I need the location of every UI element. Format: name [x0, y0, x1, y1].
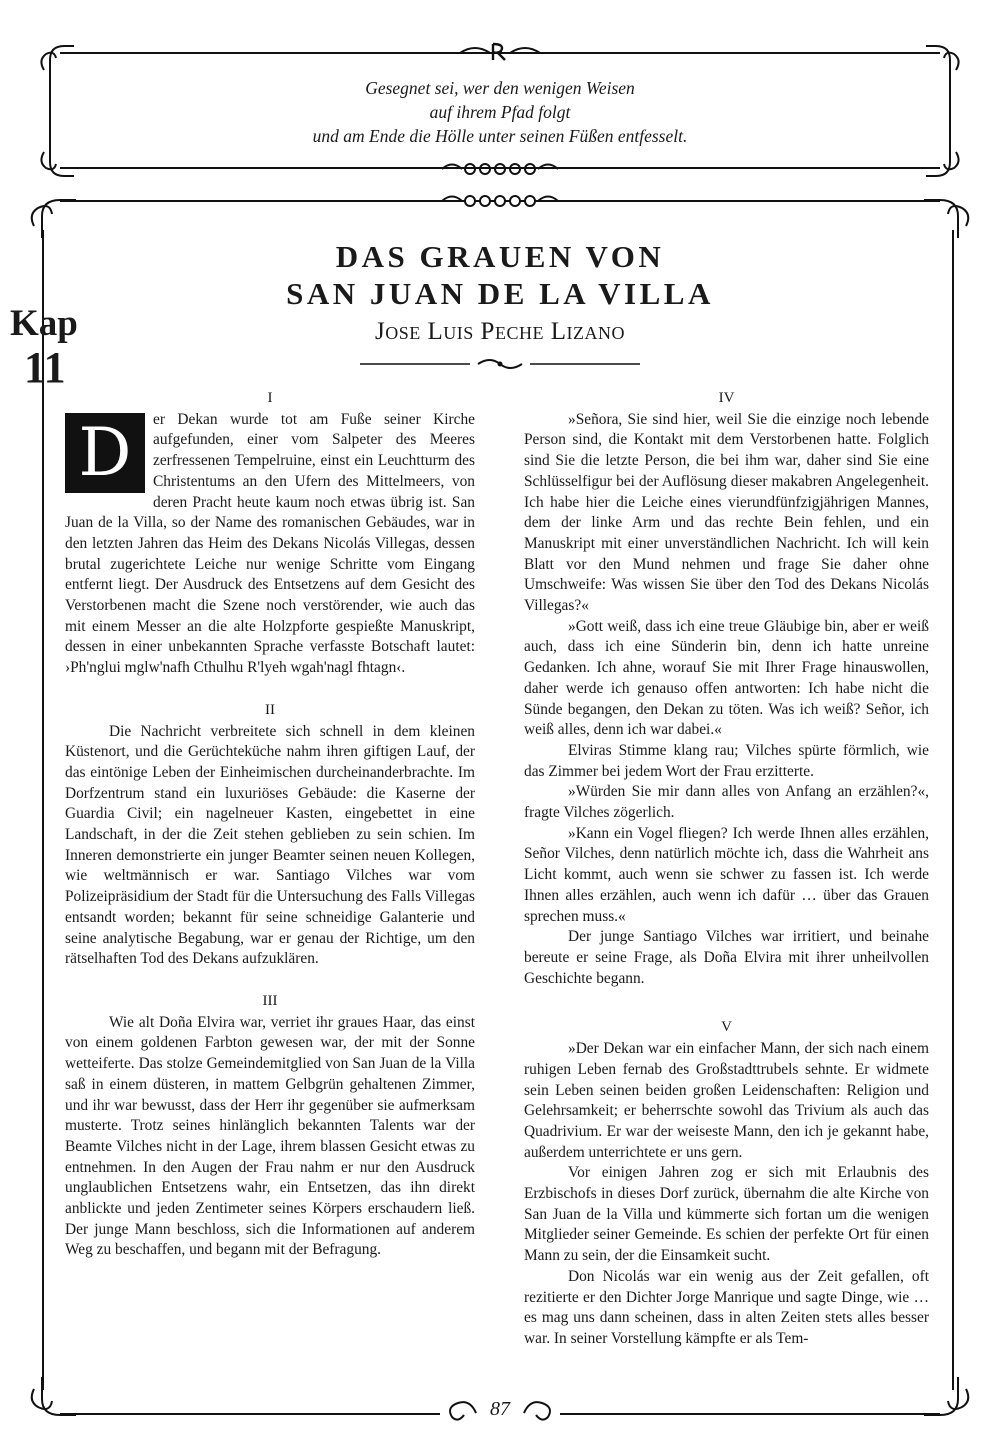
epigraph-line: auf ihrem Pfad folgt: [429, 102, 571, 122]
main-frame-corner-bl-icon: [28, 1375, 78, 1425]
section-heading: III: [262, 992, 278, 1009]
main-frame-right: [952, 230, 954, 1390]
top-box-corner-tl-icon: [36, 40, 76, 80]
chapter-label: Kap: [10, 303, 78, 344]
paragraph: »Kann ein Vogel fliegen? Ich werde Ihnen alles erzählen, Señor Vilches, denn natürlich möchte ich, dass die Wahrheit ans Licht kommt, auch wenn sie schwer zu fassen ist. Ich werde Ihnen alles erzählen, auch wenn ich dafür … über das Grauen sprechen muss.«: [524, 824, 929, 925]
paragraph: Elviras Stimme klang rau; Vilches spürte förmlich, wie das Zimmer bei jedem Wort der Frau erzitterte.: [524, 741, 929, 780]
article-title: [200, 238, 800, 312]
top-center-flourish-icon: [455, 38, 545, 68]
main-frame-top-flourish-icon: [440, 190, 560, 212]
main-frame-left: [42, 230, 44, 1390]
main-frame-corner-br-icon: [922, 1375, 972, 1425]
paragraph: Wie alt Doña Elvira war, verriet ihr graues Haar, das einst von einem goldenen Farbton gewesen war, der mit der Sonne wetteiferte. Das stolze Gemeindemitglied von San Juan de la Villa saß in einem düsteren, in mattem Gelbgrün gehaltenen Zimmer, und ihr war bewusst, dass der Herr ihr gegenüber sie aufmerksam musterte. Trotz seines hinlänglich bekannten Talents war der Beamte Vilches nicht in der Lage, ihrem blassen Gesicht etwas zu entnehmen. In den Augen der Frau nahm er nur den Ausdruck unglaublichen Entsetzens wahr, ein Entsetzen, das ihn direkt anblickte und jeden Zentimeter seines Körpers erschaudern ließ. Der junge Mann beschloss, sich die Informationen auf anderem Weg zu beschaffen, und begann mit der Befragung.: [65, 1013, 475, 1259]
author-name: Jose Luis Peche Lizano: [375, 318, 625, 345]
main-frame-corner-tr-icon: [922, 190, 972, 240]
top-box-corner-tr-icon: [924, 40, 964, 80]
top-box-corner-bl-icon: [36, 142, 76, 182]
top-box-corner-br-icon: [924, 142, 964, 182]
chapter-number: 11: [24, 343, 66, 392]
left-column: [65, 385, 475, 1261]
drop-cap: D: [65, 413, 145, 493]
page-number: 87: [490, 1398, 510, 1420]
paragraph: »Gott weiß, dass ich eine treue Gläubige bin, aber er weiß auch, dass ich eine Sünderin bin, denn ich hatte unreine Gedanken. Ich ahne, worauf Sie mit Ihrer Frage hinauswollen, daher werde ich genauso offen antworten: Ich habe nicht die Sünde begangen, den Dekan zu töten. Was ich weiß? Señor, ich weiß alles, denn ich war dabei.«: [524, 617, 929, 739]
paragraph: Die Nachricht verbreitete sich schnell in dem kleinen Küstenort, und die Gerüchteküche nahm ihren giftigen Lauf, der das eintönige Leben der Einheimischen durcheinanderbrachte. Im Dorfzentrum stand ein luxuriöses Gebäude: die Kaserne der Guardia Civil; ein nagelneuer Kasten, eingebettet in eine Landschaft, in der die Zeit stehen geblieben zu sein schien. Im Inneren demonstrierte ein junger Beamter seinen neuen Kollegen, wie weltmännisch er war. Santiago Vilches war vom Polizeipräsidium der Stadt für die Untersuchung des Falls Villegas entsandt worden; bekannt für seine schneidige Galanterie und seine analytische Begabung, war er genau der Richtige, um den rätselhaften Tod des Dekans aufzuklären.: [65, 722, 475, 968]
paragraph: »Der Dekan war ein einfacher Mann, der sich nach einem ruhigen Leben fernab des Großstadttrubels sehnte. Er widmete sein Leben seinen beiden großen Leidenschaften: Religion und Gelehrsamkeit; er beherrschte sowohl das Trivium als auch das Quadrivium. Er war der weiseste Mann, den ich je gekannt habe, außerdem unterrichtete er uns gern.: [524, 1040, 929, 1161]
section-heading: IV: [718, 390, 735, 406]
main-frame-bottom-right: [560, 1413, 940, 1415]
paragraph: Vor einigen Jahren zog er sich mit Erlaubnis des Erzbischofs in dieses Dorf zurück, übernahm die alte Kirche von San Juan de la Villa und kümmerte sich fortan um die wenigen Mitglieder seiner Gemeinde. Es schien der perfekte Ort für einen Mann zu sein, der die Einsamkeit sucht.: [524, 1164, 929, 1265]
main-frame-bottom-left: [60, 1413, 440, 1415]
main-frame-corner-tl-icon: [28, 190, 78, 240]
paragraph: Der junge Santiago Vilches war irritiert, und beinahe bereute er seine Frage, als Doña Elvira mit ihrer unheilvollen Geschichte begann.: [524, 928, 929, 987]
paragraph: Don Nicolás war ein wenig aus der Zeit gefallen, oft rezitierte er den Dichter Jorge Manrique und sagte Dinge, wie … es mag uns dann scheinen, dass in alten Zeiten stets alles besser war. In seiner Vorstellung kämpfte er als Tem-: [524, 1267, 929, 1347]
paragraph: [65, 410, 475, 679]
section-heading: II: [265, 701, 275, 718]
section-heading: V: [721, 1019, 732, 1036]
paragraph: »Würden Sie mir dann alles von Anfang an erzählen?«, fragte Vilches zögerlich.: [524, 783, 929, 822]
section-heading: I: [267, 390, 273, 406]
epigraph-line: Gesegnet sei, wer den wenigen Weisen: [365, 78, 635, 98]
epigraph: [60, 76, 940, 148]
top-box-bottom-flourish-icon: [440, 158, 560, 180]
author-underline-flourish-icon: [340, 356, 660, 372]
paragraph-text: er Dekan wurde tot am Fuße seiner Kirche aufgefunden, einer vom Salpeter des Meeres zerfressenen Tempelruine, einst ein Leuchtturm des Christentums an den Ufern des Mittelmeers, von deren Pracht heute kaum noch etwas übrig ist. San Juan de la Villa, so der Name des romanischen Gebäudes, war in den letzten Jahren das Heim des Dekans Nicolás Villegas, dessen brutal zugerichtete Leiche nur wenige Schritte vom Eingang entfernt liegt. Der Ausdruck des Entsetzens auf dem Gesicht des Verstorbenen macht die Szene noch verstörender, wie auch das mit einem Messer an die alte Holzpforte gespießte Manuskript, dessen in einer unbekannten Sprache verfasste Botschaft lautet: ›Ph'nglui mglw'nafh Cthulhu R'lyeh wgah'nagl fhtagn‹.: [65, 410, 475, 677]
title-line: SAN JUAN DE LA VILLA: [286, 276, 714, 311]
paragraph: »Señora, Sie sind hier, weil Sie die einzige noch lebende Person sind, die Kontakt mit dem Verstorbenen hatte. Folglich sind Sie die letzte Person, die bei ihm war, daher sind Sie eine Schlüsselfigur bei der Auflösung dieser makabren Angelegenheit. Ich habe hier die Leiche eines vierundfünfzigjährigen Mannes, dem der linke Arm und das rechte Bein fehlen, und ein Manuskript mit einer unverständlichen Nachricht. Ich will kein Blatt vor den Mund nehmen und frage Sie daher ohne Umschweife: Was wissen Sie über den Tod des Dekans Nicolás Villegas?«: [524, 410, 929, 615]
title-line: DAS GRAUEN VON: [335, 239, 665, 274]
right-column: [524, 385, 929, 1350]
epigraph-line: und am Ende die Hölle unter seinen Füßen entfesselt.: [312, 126, 688, 146]
